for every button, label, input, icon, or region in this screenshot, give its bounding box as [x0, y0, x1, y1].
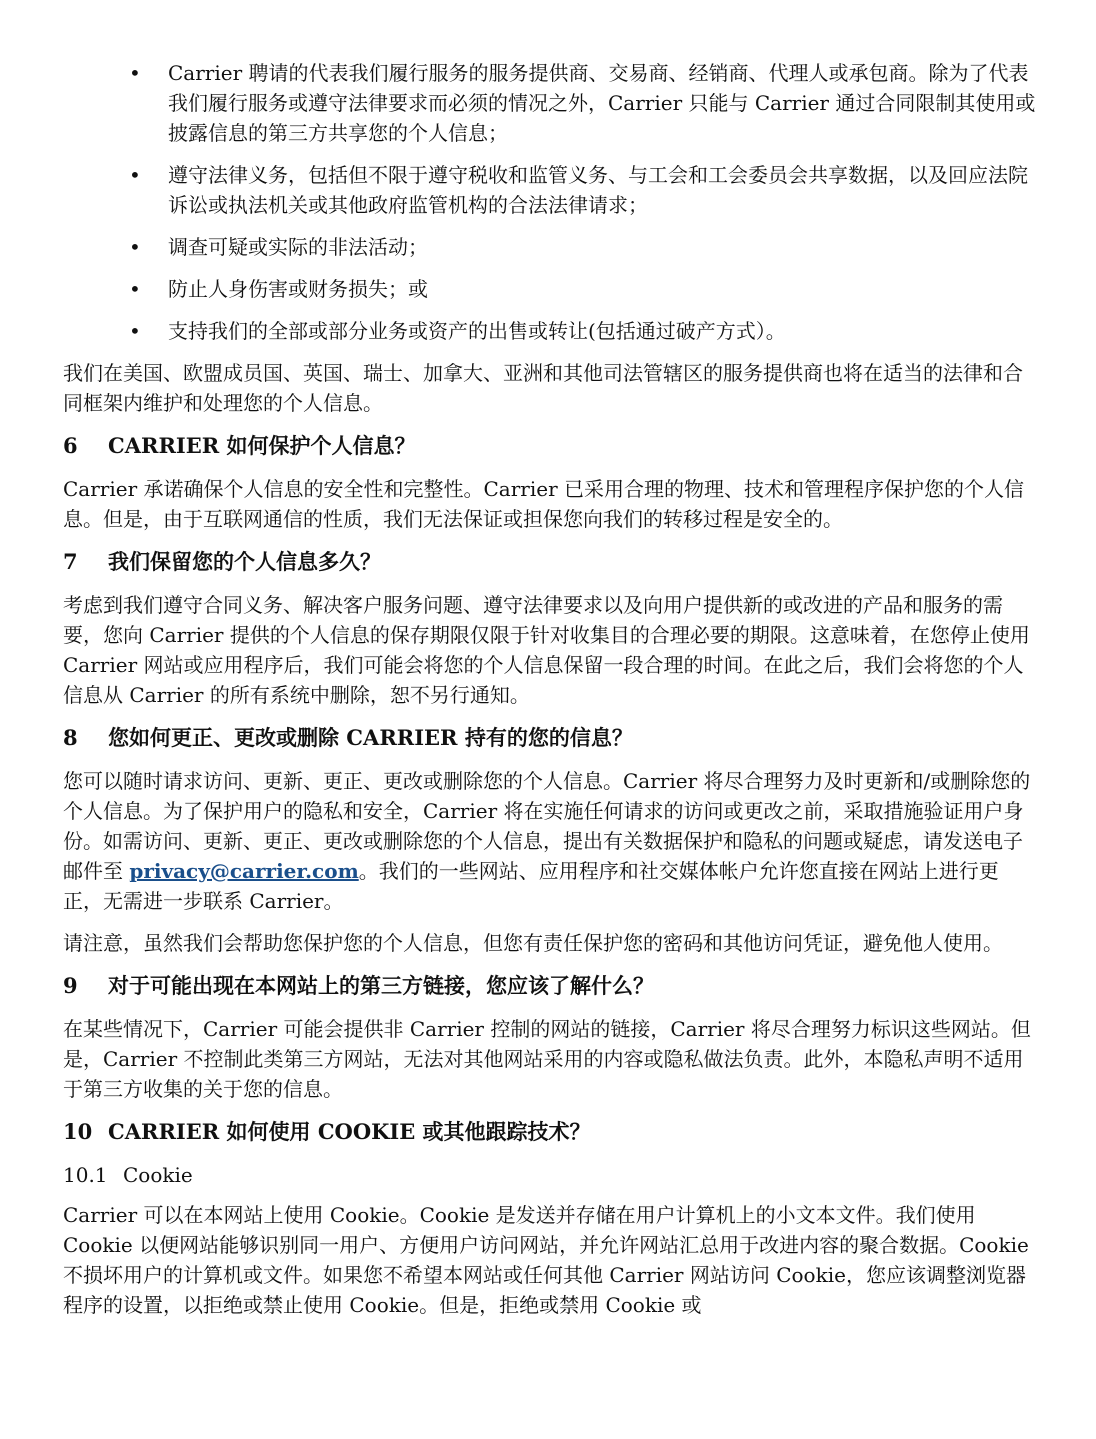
section-title: 我们保留您的个人信息多久？	[108, 549, 381, 574]
list-item	[63, 316, 1038, 346]
section-8-heading	[63, 723, 1040, 753]
section-8-body-text: 您可以随时请求访问、更新、更正、更改或删除您的个人信息。Carrier 将尽合理努力及时更新和/或删除您的个人信息。为了保护用户的隐私和安全，Carrier 将在实施任何请求的访问或更改之前，采取措施验证用户身份。如需访问、更新、更正、更改或删除您的个人信息，提出有关数据保护和隐私的问题或疑虑，请发送电子邮件至	[63, 769, 1031, 883]
list-item	[63, 232, 1038, 262]
section-10-1-heading	[63, 1160, 1040, 1190]
section-number: 6	[63, 433, 78, 458]
section-title: CARRIER 如何保护个人信息？	[108, 433, 416, 458]
section-number: 7	[63, 549, 78, 574]
subsection-number: 10.1	[63, 1163, 108, 1187]
intro-paragraph: 我们在美国、欧盟成员国、英国、瑞士、加拿大、亚洲和其他司法管辖区的服务提供商也将在适当的法律和合同框架内维护和处理您的个人信息。	[63, 361, 1023, 415]
section-8-body-text-end: 。我们的一些网站、应用程序和社交媒体帐户允许您直接在网站上进行更正，无需进一步联系 Carrier。	[63, 859, 999, 913]
section-9-heading	[63, 971, 1040, 1001]
list-item-text: 调查可疑或实际的非法活动；	[168, 235, 428, 259]
section-7-heading	[63, 547, 1040, 577]
section-number: 10	[63, 1119, 93, 1144]
list-item	[63, 274, 1038, 304]
section-7-body: 考虑到我们遵守合同义务、解决客户服务问题、遵守法律要求以及向用户提供新的或改进的产品和服务的需要，您向 Carrier 提供的个人信息的保存期限仅限于针对收集目的合理必要的期限。这意味着，在您停止使用 Carrier 网站或应用程序后，我们可能会将您的个人信息保留一段合理的时间。在此之后，我们会将您的个人信息从 Carrier 的所有系统中删除，恕不另行通知。	[63, 593, 1030, 707]
section-8-body-2: 请注意，虽然我们会帮助您保护您的个人信息，但您有责任保护您的密码和其他访问凭证，避免他人使用。	[63, 931, 1003, 955]
list-item	[63, 160, 1038, 220]
section-10-heading	[63, 1117, 1040, 1147]
bullet-icon: •	[129, 163, 141, 187]
sharing-bullet-list	[63, 58, 1040, 346]
section-9-body: 在某些情况下，Carrier 可能会提供非 Carrier 控制的网站的链接，Carrier 将尽合理努力标识这些网站。但是，Carrier 不控制此类第三方网站，无法对其他网站采用的内容或隐私做法负责。此外，本隐私声明不适用于第三方收集的关于您的信息。	[63, 1017, 1031, 1101]
list-item-text: 遵守法律义务，包括但不限于遵守税收和监管义务、与工会和工会委员会共享数据，以及回应法院诉讼或执法机关或其他政府监管机构的合法法律请求；	[168, 163, 1028, 217]
section-number: 9	[63, 973, 78, 998]
section-6-body: Carrier 承诺确保个人信息的安全性和完整性。Carrier 已采用合理的物理、技术和管理程序保护您的个人信息。但是，由于互联网通信的性质，我们无法保证或担保您向我们的转移过程是安全的。	[63, 477, 1024, 531]
section-number: 8	[63, 725, 78, 750]
section-title: CARRIER 如何使用 COOKIE 或其他跟踪技术？	[108, 1119, 591, 1144]
bullet-icon: •	[129, 235, 141, 259]
section-title: 您如何更正、更改或删除 CARRIER 持有的您的信息？	[108, 725, 633, 750]
subsection-title: Cookie	[123, 1163, 193, 1187]
section-title: 对于可能出现在本网站上的第三方链接，您应该了解什么？	[108, 973, 654, 998]
list-item-text: 支持我们的全部或部分业务或资产的出售或转让(包括通过破产方式）。	[168, 319, 786, 343]
section-8-body	[63, 766, 1038, 916]
bullet-icon: •	[129, 61, 141, 85]
bullet-icon: •	[129, 277, 141, 301]
privacy-email-link[interactable]: privacy@carrier.com	[129, 859, 359, 883]
bullet-icon: •	[129, 319, 141, 343]
list-item-text: Carrier 聘请的代表我们履行服务的服务提供商、交易商、经销商、代理人或承包商。除为了代表我们履行服务或遵守法律要求而必须的情况之外，Carrier 只能与 Carrier 通过合同限制其使用或披露信息的第三方共享您的个人信息；	[168, 61, 1036, 145]
list-item-text: 防止人身伤害或财务损失；或	[168, 277, 428, 301]
list-item	[63, 58, 1038, 148]
section-6-heading	[63, 431, 1040, 461]
section-10-body: Carrier 可以在本网站上使用 Cookie。Cookie 是发送并存储在用户计算机上的小文本文件。我们使用 Cookie 以便网站能够识别同一用户、方便用户访问网站，并允许网站汇总用于改进内容的聚合数据。Cookie 不损坏用户的计算机或文件。如果您不希望本网站或任何其他 Carrier 网站访问 Cookie，您应该调整浏览器程序的设置，以拒绝或禁止使用 Cookie。但是，拒绝或禁用 Cookie 或	[63, 1203, 1029, 1317]
